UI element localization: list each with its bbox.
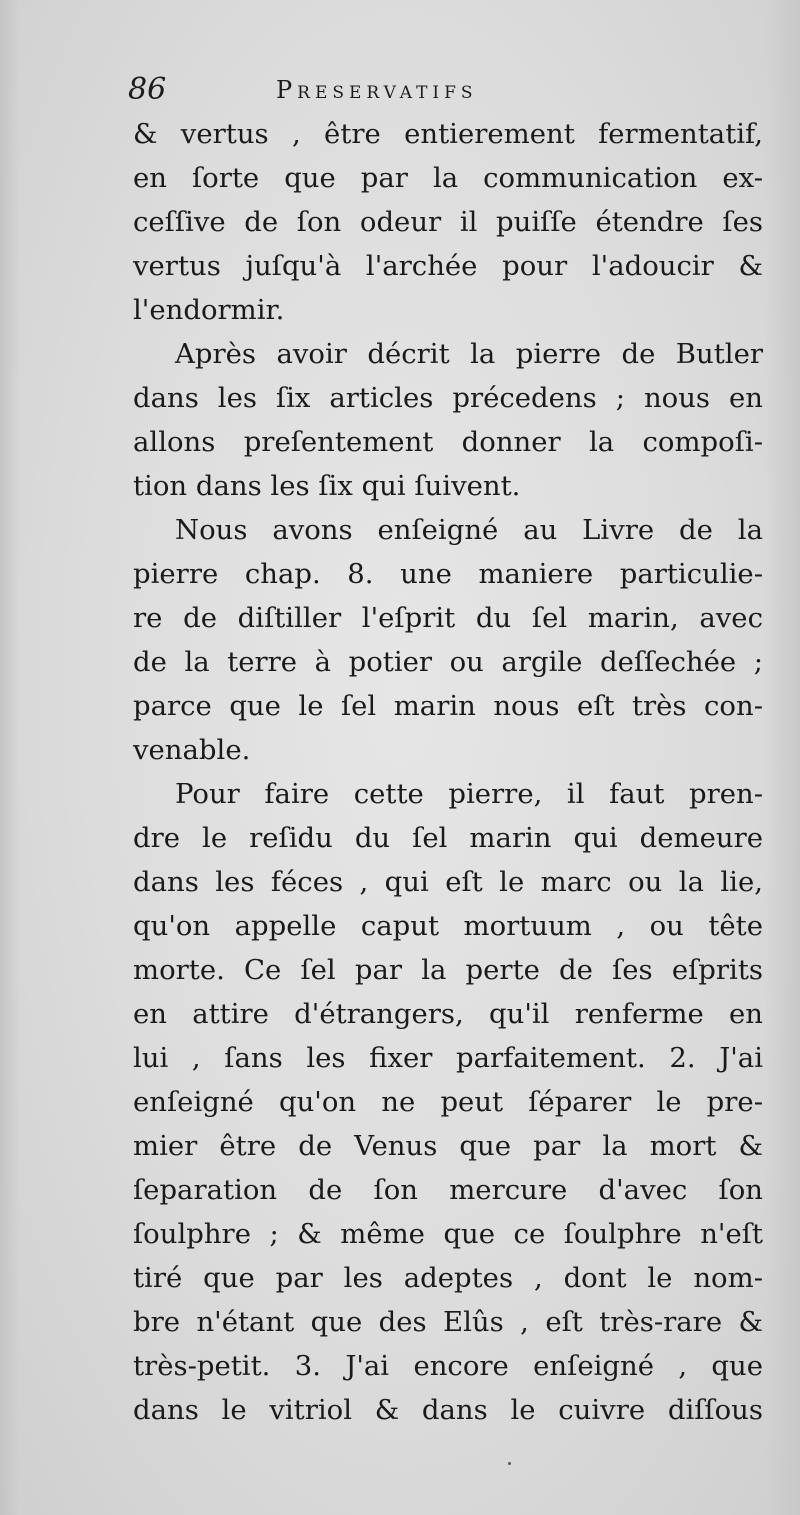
text-line: pierre chap. 8. une maniere particulie- xyxy=(133,558,763,590)
text-line: ſeparation de ſon mercure d'avec ſon xyxy=(133,1174,763,1206)
text-line: vertus juſqu'à l'archée pour l'adoucir & xyxy=(133,250,763,282)
text-line: Nous avons enſeigné au Livre de la xyxy=(175,514,763,546)
text-line: Après avoir décrit la pierre de Butler xyxy=(175,338,763,370)
page-shadow-left xyxy=(0,0,20,1515)
text-line: dans le vitriol & dans le cuivre diſſous xyxy=(133,1394,763,1426)
text-line: mier être de Venus que par la mort & xyxy=(133,1130,763,1162)
text-line: tiré que par les adeptes , dont le nom- xyxy=(133,1262,763,1294)
text-line: dans les féces , qui eſt le marc ou la lie, xyxy=(133,866,763,898)
text-line: de la terre à potier ou argile deſſechée ; xyxy=(133,646,763,678)
text-line: morte. Ce ſel par la perte de ſes eſprits xyxy=(133,954,763,986)
text-line: Pour faire cette pierre, il faut pren- xyxy=(175,778,763,810)
text-line: très-petit. 3. J'ai encore enſeigné , que xyxy=(133,1350,763,1382)
page-number: 86 xyxy=(128,72,167,107)
text-line: allons preſentement donner la compoſi- xyxy=(133,426,763,458)
text-line: dre le reſidu du ſel marin qui demeure xyxy=(133,822,763,854)
text-line: tion dans les ſix qui ſuivent. xyxy=(133,470,521,502)
text-line: en attire d'étrangers, qu'il renferme en xyxy=(133,998,763,1030)
text-line: parce que le ſel marin nous eſt très con- xyxy=(133,690,763,722)
text-line: en ſorte que par la communication ex- xyxy=(133,162,763,194)
ink-speck xyxy=(508,1462,511,1465)
text-line: enſeigné qu'on ne peut ſéparer le pre- xyxy=(133,1086,763,1118)
text-line: re de diſtiller l'eſprit du ſel marin, avec xyxy=(133,602,763,634)
text-line: ſoulphre ; & même que ce ſoulphre n'eſt xyxy=(133,1218,763,1250)
running-title: Preservatifs xyxy=(276,76,478,104)
page-shadow-right xyxy=(765,0,800,1515)
text-line: lui , ſans les fixer parfaitement. 2. J'ai xyxy=(133,1042,763,1074)
body-text xyxy=(133,112,763,1432)
text-line: qu'on appelle caput mortuum , ou tête xyxy=(133,910,763,942)
text-line: dans les ſix articles précedens ; nous en xyxy=(133,382,763,414)
text-line: l'endormir. xyxy=(133,294,285,326)
text-line: & vertus , être entierement fermentatif, xyxy=(133,118,763,150)
text-line: ceſſive de ſon odeur il puiſſe étendre ſes xyxy=(133,206,763,238)
text-line: venable. xyxy=(133,734,251,766)
text-line: bre n'étant que des Elûs , eſt très-rare & xyxy=(133,1306,763,1338)
